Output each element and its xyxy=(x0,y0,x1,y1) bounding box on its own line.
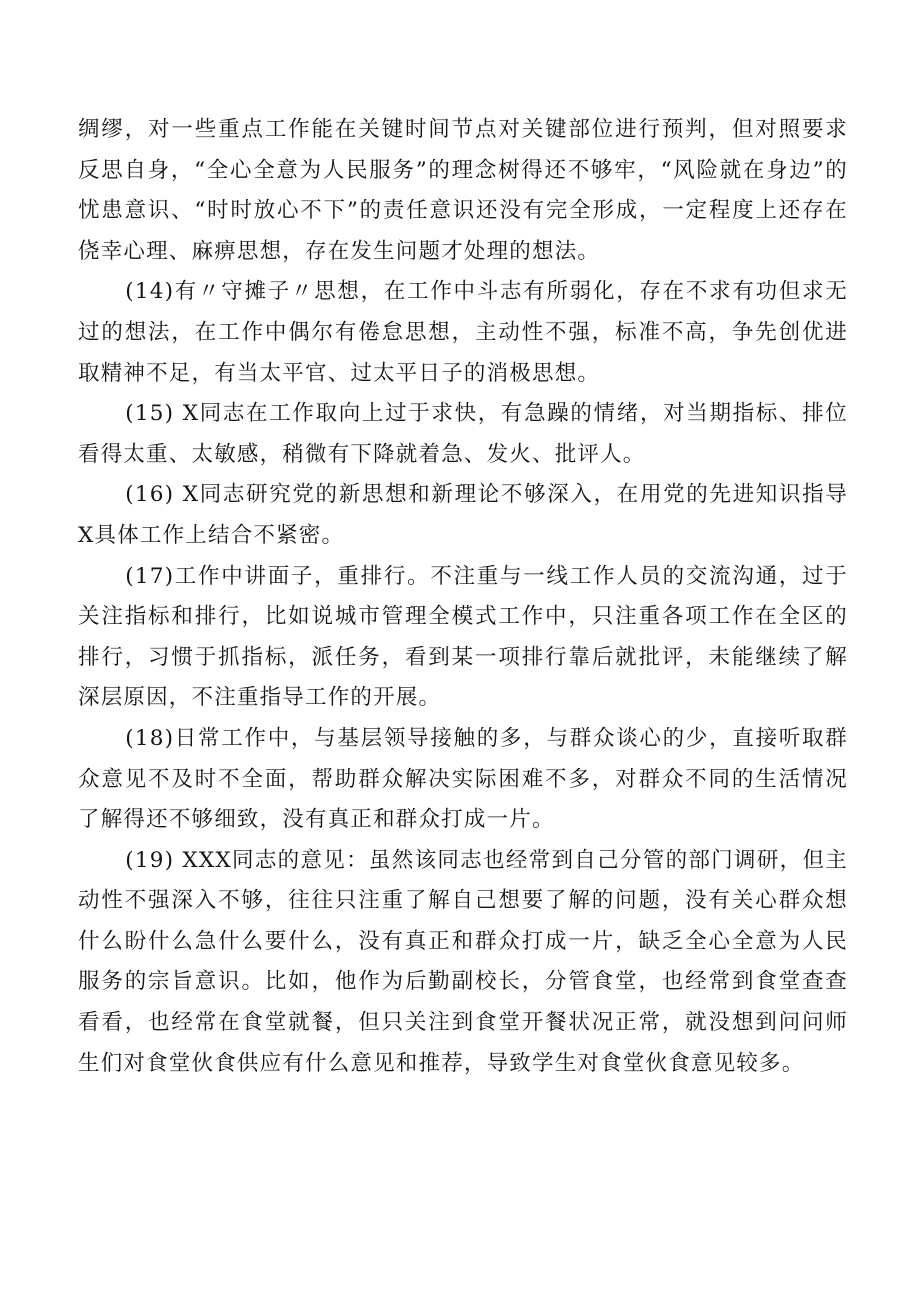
paragraph-item-17: (17)工作中讲面子，重排行。不注重与一线工作人员的交流沟通，过于关注指标和排行，比如说城市管理全模式工作中，只注重各项工作在全区的排行，习惯于抓指标，派任务，看到某一项排行靠后就批评，未能继续了解深层原因，不注重指导工作的开展。 xyxy=(78,563,848,711)
paragraph-item-14: (14)有〃守摊子〃思想，在工作中斗志有所弱化，存在不求有功但求无过的想法，在工作中偶尔有倦怠思想，主动性不强，标准不高，争先创优进取精神不足，有当太平官、过太平日子的消极思想。 xyxy=(78,279,848,386)
paragraph-item-19: (19) XXX同志的意见：虽然该同志也经常到自己分管的部门调研，但主动性不强深入不够，往往只注重了解自己想要了解的问题，没有关心群众想什么盼什么急什么要什么，没有真正和群众打成一片，缺乏全心全意为人民服务的宗旨意识。比如，他作为后勤副校长，分管食堂，也经常到食堂查查看看，也经常在食堂就餐，但只关注到食堂开餐状况正常，就没想到问问师生们对食堂伙食供应有什么意见和推荐，导致学生对食堂伙食意见较多。 xyxy=(78,847,848,1076)
paragraph-item-15: (15) X同志在工作取向上过于求快，有急躁的情绪，对当期指标、排位看得太重、太敏感，稍微有下降就着急、发火、批评人。 xyxy=(78,401,848,467)
document-body xyxy=(78,110,848,1084)
paragraph-item-16: (16) X同志研究党的新思想和新理论不够深入，在用党的先进知识指导X具体工作上结合不紧密。 xyxy=(78,482,848,548)
paragraph-continuation: 绸缪，对一些重点工作能在关键时间节点对关键部位进行预判，但对照要求反思自身，“全心全意为人民服务”的理念树得还不够牢，“风险就在身边”的忧患意识、“时时放心不下”的责任意识还没有完全形成，一定程度上还存在侥幸心理、麻痹思想，存在发生问题才处理的想法。 xyxy=(78,117,848,264)
paragraph-item-18: (18)日常工作中，与基层领导接触的多，与群众谈心的少，直接听取群众意见不及时不全面，帮助群众解决实际困难不多，对群众不同的生活情况了解得还不够细致，没有真正和群众打成一片。 xyxy=(78,725,848,833)
